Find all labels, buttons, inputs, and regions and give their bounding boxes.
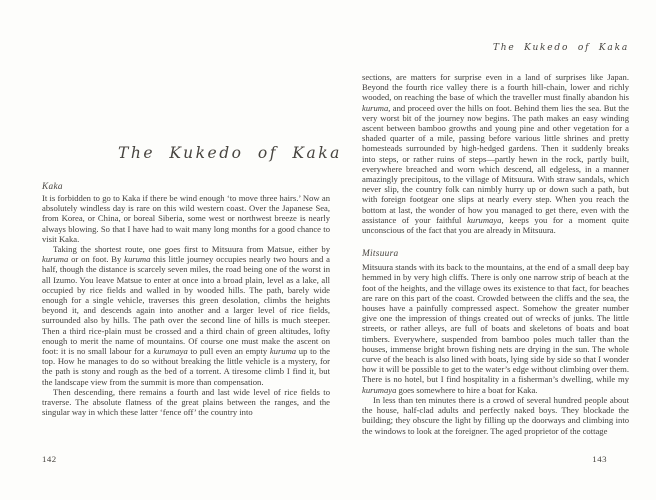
paragraph: Taking the shortest route, one goes first to Mitsuura from Matsue, either by kuruma or on foot. By kuruma this little journey occupies nearly two hours and a half, though the distance is scarcely seven miles, the road being one of the worst in all Izumo. You leave Matsue to enter at once into a broad plain, level as a lake, all occupied by rice fields and walled in by wooded hills. The path, barely wide enough for a single vehicle, traverses this green desolation, climbs the heights beyond it, and descends again into another and a larger level of rice fields, surrounded also by hills. The path over the second line of hills is much steeper. Then a third rice-plain must be crossed and a third chain of green altitudes, lofty enough to merit the name of mountains. Of course one must make the ascent on foot: it is no small labour for a kurumaya to pull even an empty kuruma up to the top. How he manages to do so without breaking the little vehicle is a mystery, for the path is stony and rough as the bed of a torrent. A tiresome climb I find it, but the landscape view from the summit is more than compensation. [42,244,330,387]
paragraph: Then descending, there remains a fourth and last wide level of rice fields to traverse. The absolute flatness of the great plains between the ranges, and the singular way in which these latter ‘fence off’ the country into [42,386,330,418]
page-right [362,0,629,500]
left-page-body [42,193,330,417]
page-number-right: 143 [592,454,607,464]
page-left [42,0,342,500]
paragraph: sections, are matters for surprise even in a land of surprises like Japan. Beyond the fourth rice valley there is a fourth hill-chain, lower and richly wooded, on reaching the base of which the traveller must finally abandon his kuruma, and proceed over the hills on foot. Behind them lies the sea. But the very worst bit of the journey now begins. The path makes an easy winding ascent between bamboo growths and young pine and other vegetation for a shaded quarter of a mile, passing before various little shrines and pretty homesteads surrounded by high-hedged gardens. Then it suddenly breaks into steps, or rather ruins of steps—partly hewn in the rock, partly built, everywhere breached and worn which descend, all edgeless, in a manner amazingly precipitous, to the village of Mitsuura. With straw sandals, which never slip, the country folk can nimbly hurry up or down such a path, but with foreign footgear one slips at nearly every step. When you reach the bottom at last, the wonder of how you managed to get there, even with the assistance of your faithful kurumaya, keeps you for a moment quite unconscious of the fact that you are already in Mitsuura. [362,72,629,236]
right-page-body-top [362,72,629,235]
section-heading-kaka: Kaka [42,182,63,192]
paragraph: It is forbidden to go to Kaka if there be wind enough ‘to move three hairs.’ Now an absolutely windless day is rare on this wild western coast. Over the Japanese Sea, from Korea, or China, or boreal Siberia, some west or northwest breeze is nearly always blowing. So that I have had to wait many long months for a good chance to visit Kaka. [42,193,330,244]
page-number-left: 142 [42,454,57,464]
right-page-body-bottom [362,262,629,435]
running-header: The Kukedo of Kaka [492,43,629,53]
chapter-title: The Kukedo of Kaka [118,144,342,162]
paragraph: Mitsuura stands with its back to the mountains, at the end of a small deep bay hemmed in by very high cliffs. There is only one narrow strip of beach at the foot of the heights, and the village owes its existence to that fact, for beaches are rare on this part of the coast. Crowded between the cliffs and the sea, the houses have a painfully compressed aspect. Somehow the greater number give one the impression of things created out of wrecks of junks. The little streets, or rather alleys, are full of boats and skeletons of boats and boat timbers. Everywhere, suspended from bamboo poles much taller than the houses, immense bright brown fishing nets are drying in the sun. The whole curve of the beach is also lined with boats, lying side by side so that I wonder how it will be possible to get to the water’s edge without climbing over them. There is no hotel, but I find hospitality in a fisherman’s dwelling, while my kurumaya goes somewhere to hire a boat for Kaka. [362,262,629,395]
paragraph: In less than ten minutes there is a crowd of several hundred people about the house, half-clad adults and perfectly naked boys. They blockade the building; they obscure the light by filling up the doorways and climbing into the windows to look at the foreigner. The aged proprietor of the cottage [362,394,629,436]
section-heading-mitsuura: Mitsuura [362,249,399,260]
